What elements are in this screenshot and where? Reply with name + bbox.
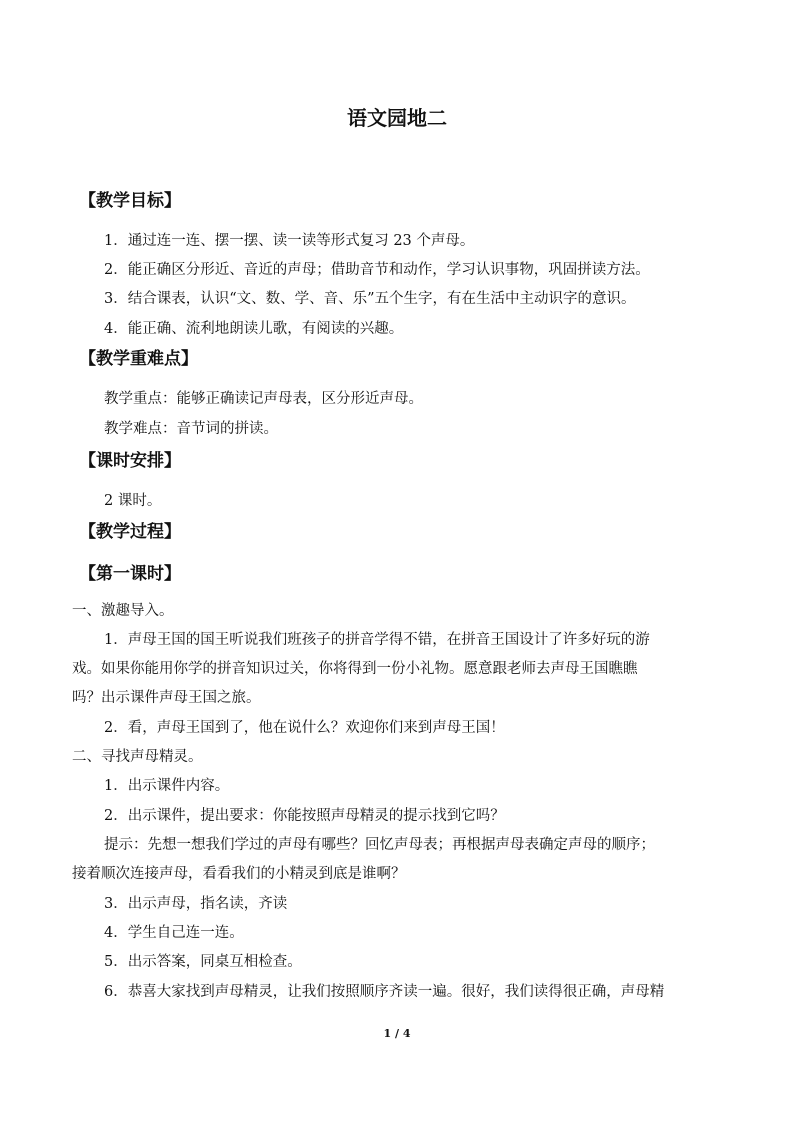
part2-line-7: 5．出示答案，同桌互相检查。	[104, 954, 302, 970]
part2-line-1: 1．出示课件内容。	[104, 778, 230, 794]
part1-line-2: 戏。如果你能用你学的拼音知识过关，你将得到一份小礼物。愿意跟老师去声母王国瞧瞧	[72, 661, 638, 677]
page-title: 语文园地二	[347, 106, 447, 130]
part1-title: 一、激趣导入。	[72, 603, 174, 619]
process-heading: 【教学过程】	[79, 522, 181, 542]
lesson1-heading: 【第一课时】	[79, 564, 181, 584]
schedule-heading: 【课时安排】	[79, 451, 181, 471]
objective-item-4: 4．能正确、流利地朗读儿歌，有阅读的兴趣。	[104, 321, 404, 337]
part2-line-4: 接着顺次连接声母，看看我们的小精灵到底是谁啊？	[72, 866, 406, 882]
part2-line-6: 4．学生自己连一连。	[104, 925, 244, 941]
page-number: 1 / 4	[383, 1027, 411, 1040]
objective-item-3: 3．结合课表，认识“文、数、学、音、乐”五个生字，有在生活中主动识字的意识。	[104, 291, 636, 307]
part1-line-4: 2．看，声母王国到了，他在说什么？欢迎你们来到声母王国！	[104, 720, 505, 736]
key-point-item-1: 教学重点：能够正确读记声母表，区分形近声母。	[104, 391, 423, 407]
key-point-item-2: 教学难点：音节词的拼读。	[104, 421, 278, 437]
part2-line-2: 2．出示课件，提出要求：你能按照声母精灵的提示找到它吗？	[104, 808, 505, 824]
part1-line-1: 1．声母王国的国王听说我们班孩子的拼音学得不错，在拼音王国设计了许多好玩的游	[104, 632, 650, 648]
key-points-heading: 【教学重难点】	[79, 349, 198, 369]
part2-title: 二、寻找声母精灵。	[72, 749, 203, 765]
objective-item-1: 1．通过连一连、摆一摆、读一读等形式复习 23 个声母。	[104, 233, 475, 249]
objective-item-2: 2．能正确区分形近、音近的声母；借助音节和动作，学习认识事物，巩固拼读方法。	[104, 262, 650, 278]
part2-line-5: 3．出示声母，指名读，齐读	[104, 896, 288, 912]
schedule-text: 2 课时。	[104, 493, 162, 509]
part1-line-3: 吗？出示课件声母王国之旅。	[72, 690, 261, 706]
part2-line-3: 提示：先想一想我们学过的声母有哪些？回忆声母表；再根据声母表确定声母的顺序；	[104, 837, 655, 853]
objectives-heading: 【教学目标】	[79, 191, 181, 211]
part2-line-8: 6．恭喜大家找到声母精灵，让我们按照顺序齐读一遍。很好，我们读得很正确，声母精	[104, 984, 665, 1000]
